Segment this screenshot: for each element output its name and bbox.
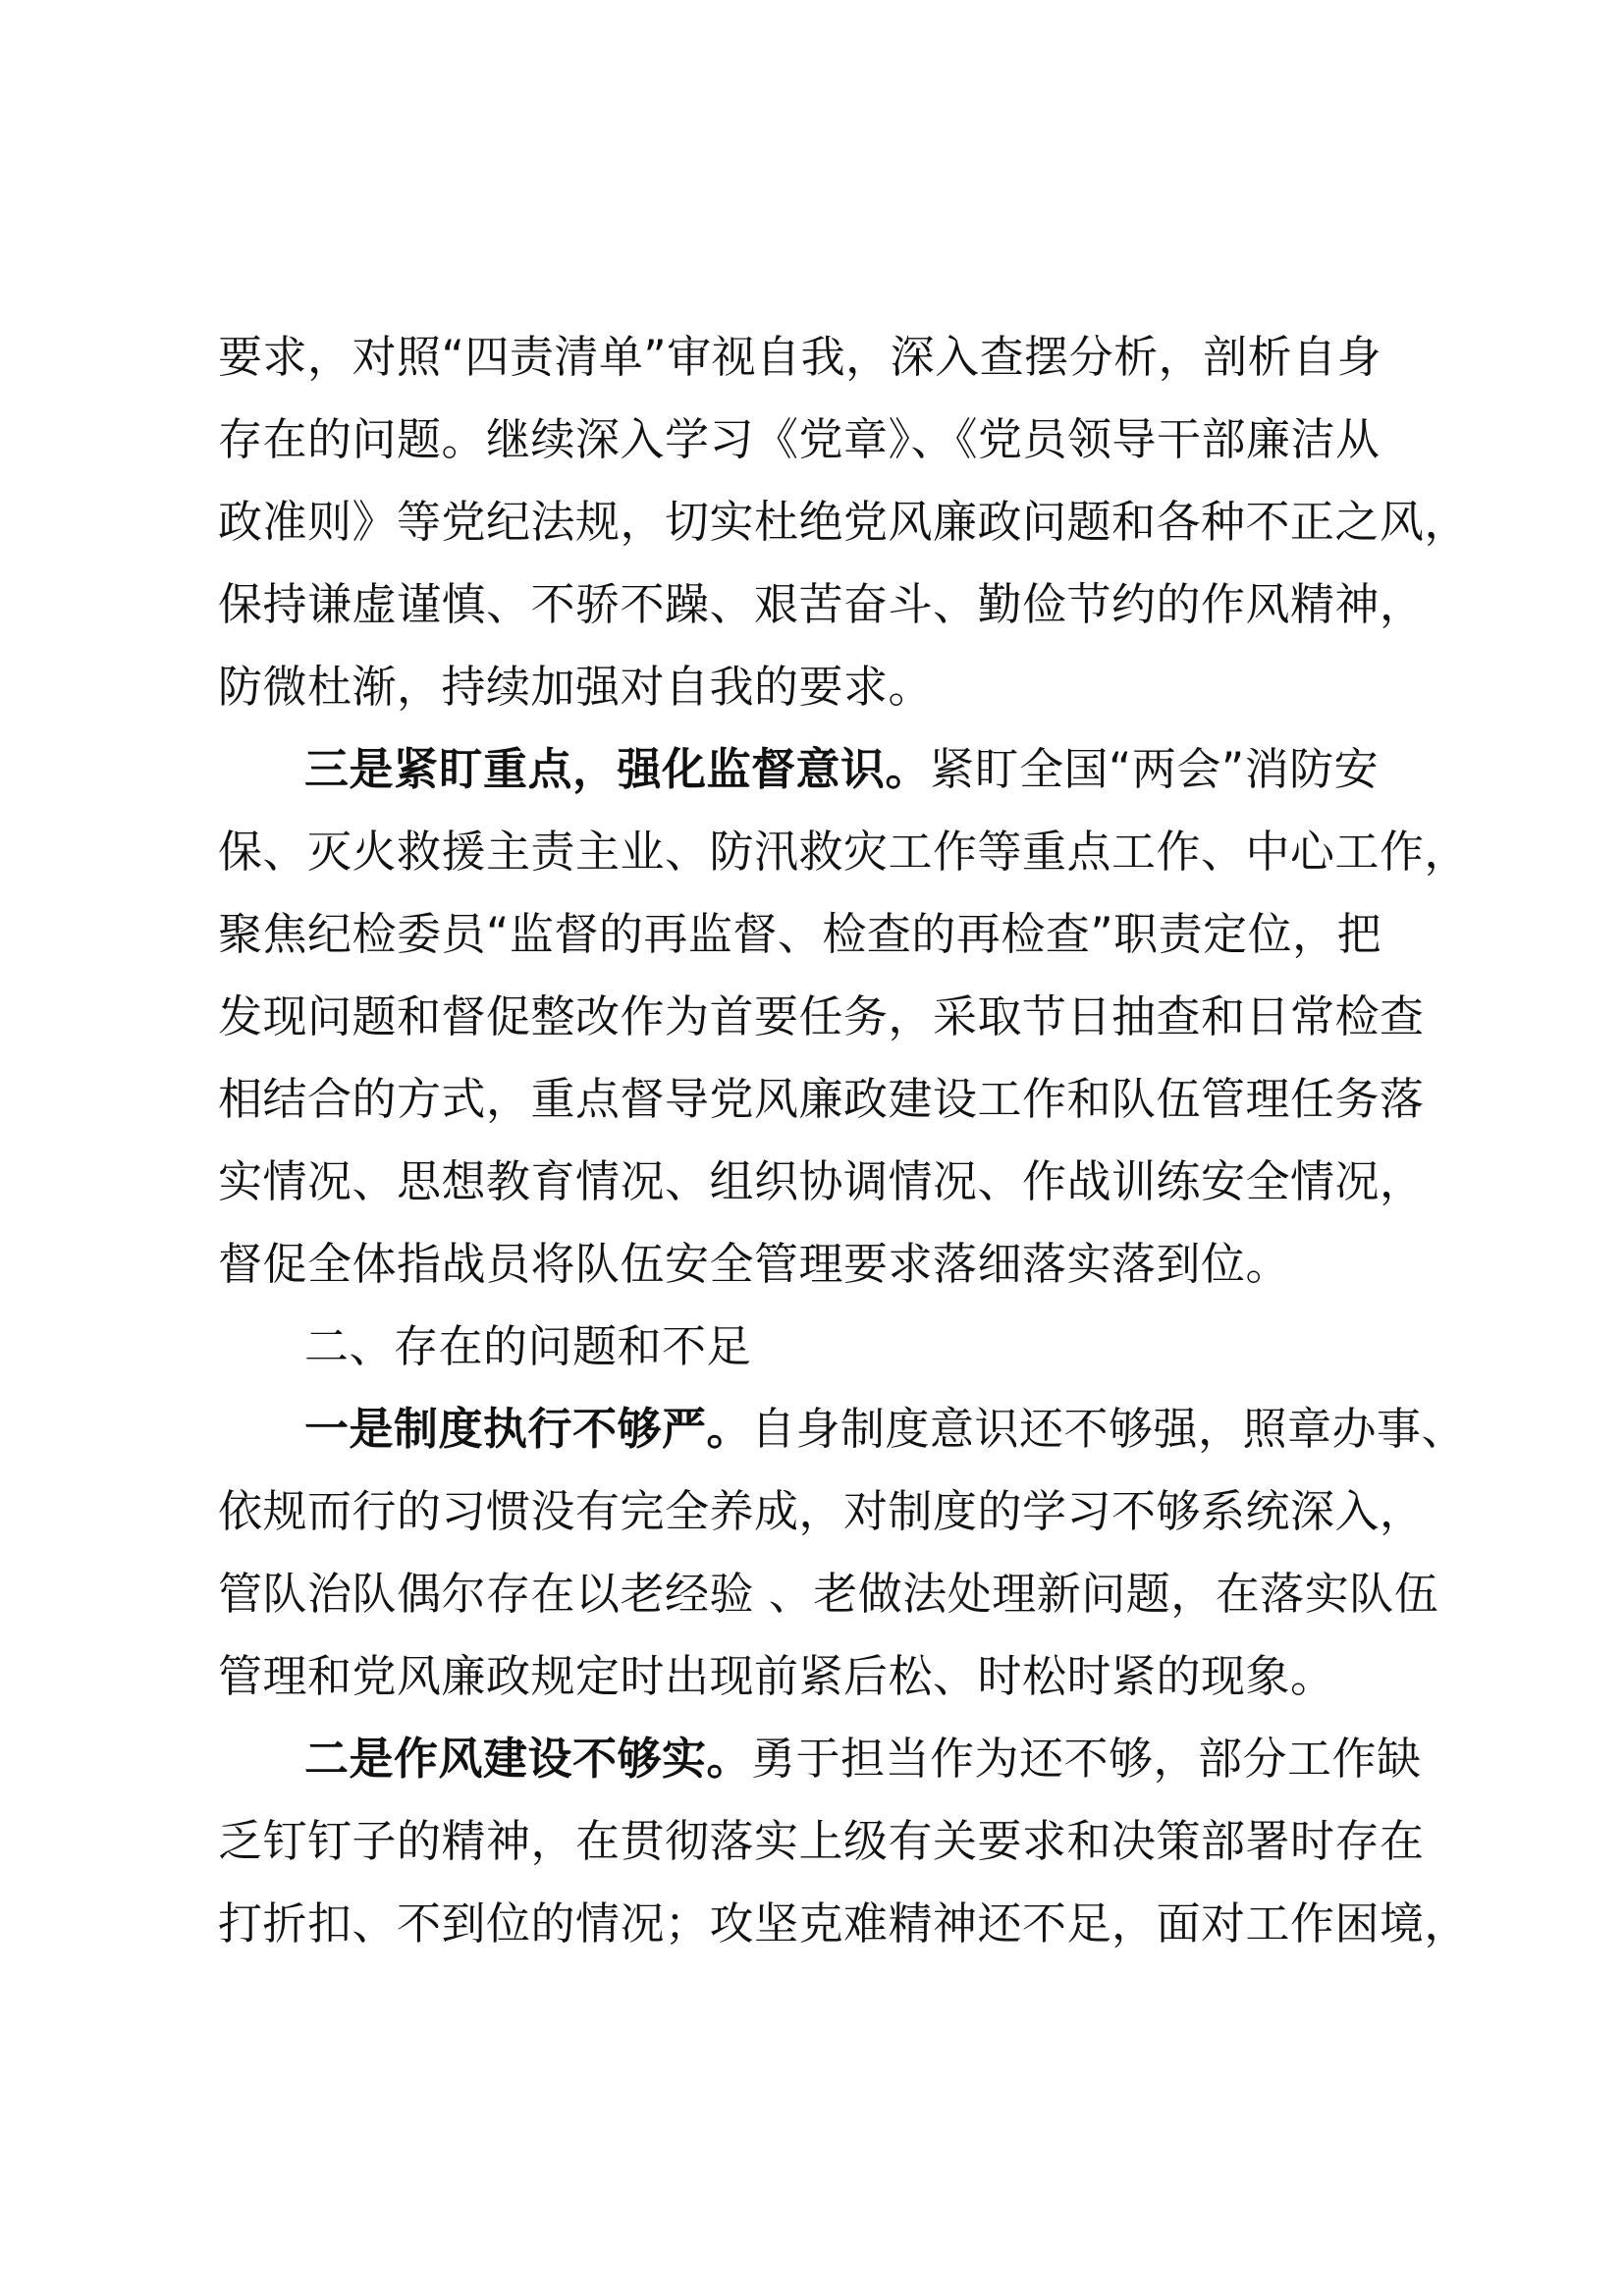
text-line bbox=[218, 1883, 1470, 1965]
line-text: 要求，对照“四责清单”审视自我，深入查摆分析，剖析自身 bbox=[218, 331, 1382, 383]
text-line bbox=[218, 399, 1416, 481]
text-line bbox=[218, 481, 1470, 563]
text-line bbox=[218, 811, 1470, 893]
paragraph-heading-bold: 二是作风建设不够实。 bbox=[304, 1733, 752, 1785]
text-line bbox=[218, 1635, 1416, 1718]
text-line bbox=[218, 1141, 1425, 1223]
line-text: 打折扣、不到位的情况；攻坚克难精神还不足，面对工作困境， bbox=[218, 1897, 1470, 1949]
line-text: 勇于担当作为还不够，部分工作缺 bbox=[751, 1733, 1422, 1785]
section-heading bbox=[218, 1306, 1416, 1388]
text-line bbox=[218, 976, 1425, 1058]
line-text: 自身制度意识还不够强，照章办事、 bbox=[751, 1403, 1467, 1455]
text-line bbox=[218, 316, 1416, 399]
text-line bbox=[218, 893, 1416, 976]
text-line bbox=[218, 563, 1425, 646]
line-text: 紧盯全国“两会”消防安 bbox=[930, 743, 1380, 795]
text-line bbox=[218, 1553, 1439, 1635]
line-text: 乏钉钉子的精神，在贯彻落实上级有关要求和决策部署时存在 bbox=[218, 1815, 1425, 1867]
line-text: 保、灭火救援主责主业、防汛救灾工作等重点工作、中心工作， bbox=[218, 826, 1470, 878]
line-text: 管队治队偶尔存在以老经验 、老做法处理新问题，在落实队伍 bbox=[218, 1568, 1439, 1620]
text-line bbox=[218, 646, 1416, 728]
line-text: 督促全体指战员将队伍安全管理要求落细落实落到位。 bbox=[218, 1238, 1291, 1290]
line-text: 保持谦虚谨慎、不骄不躁、艰苦奋斗、勤俭节约的作风精神， bbox=[218, 578, 1425, 630]
line-text: 相结合的方式，重点督导党风廉政建设工作和队伍管理任务落 bbox=[218, 1073, 1425, 1125]
line-text: 政准则》等党纪法规，切实杜绝党风廉政问题和各种不正之风， bbox=[218, 496, 1470, 548]
paragraph-start-line bbox=[218, 1388, 1467, 1470]
paragraph-heading-bold: 一是制度执行不够严。 bbox=[304, 1403, 752, 1455]
line-text: 聚焦纪检委员“监督的再监督、检查的再检查”职责定位，把 bbox=[218, 908, 1382, 960]
text-line bbox=[218, 1223, 1416, 1306]
text-line bbox=[218, 1470, 1425, 1553]
line-text: 实情况、思想教育情况、组织协调情况、作战训练安全情况， bbox=[218, 1155, 1425, 1207]
section-heading-text: 二、存在的问题和不足 bbox=[304, 1320, 752, 1372]
document-body bbox=[218, 316, 1470, 1965]
text-line bbox=[218, 1058, 1425, 1141]
line-text: 依规而行的习惯没有完全养成，对制度的学习不够系统深入， bbox=[218, 1485, 1425, 1537]
line-text: 发现问题和督促整改作为首要任务，采取节日抽查和日常检查 bbox=[218, 990, 1425, 1042]
text-line bbox=[218, 1800, 1425, 1883]
paragraph-start-line bbox=[218, 1718, 1422, 1800]
paragraph-heading-bold: 三是紧盯重点，强化监督意识。 bbox=[304, 743, 931, 795]
line-text: 防微杜渐，持续加强对自我的要求。 bbox=[218, 661, 934, 713]
paragraph-start-line bbox=[218, 728, 1416, 811]
line-text: 管理和党风廉政规定时出现前紧后松、时松时紧的现象。 bbox=[218, 1650, 1335, 1702]
line-text: 存在的问题。继续深入学习《党章》、《党员领导干部廉洁从 bbox=[218, 413, 1380, 465]
